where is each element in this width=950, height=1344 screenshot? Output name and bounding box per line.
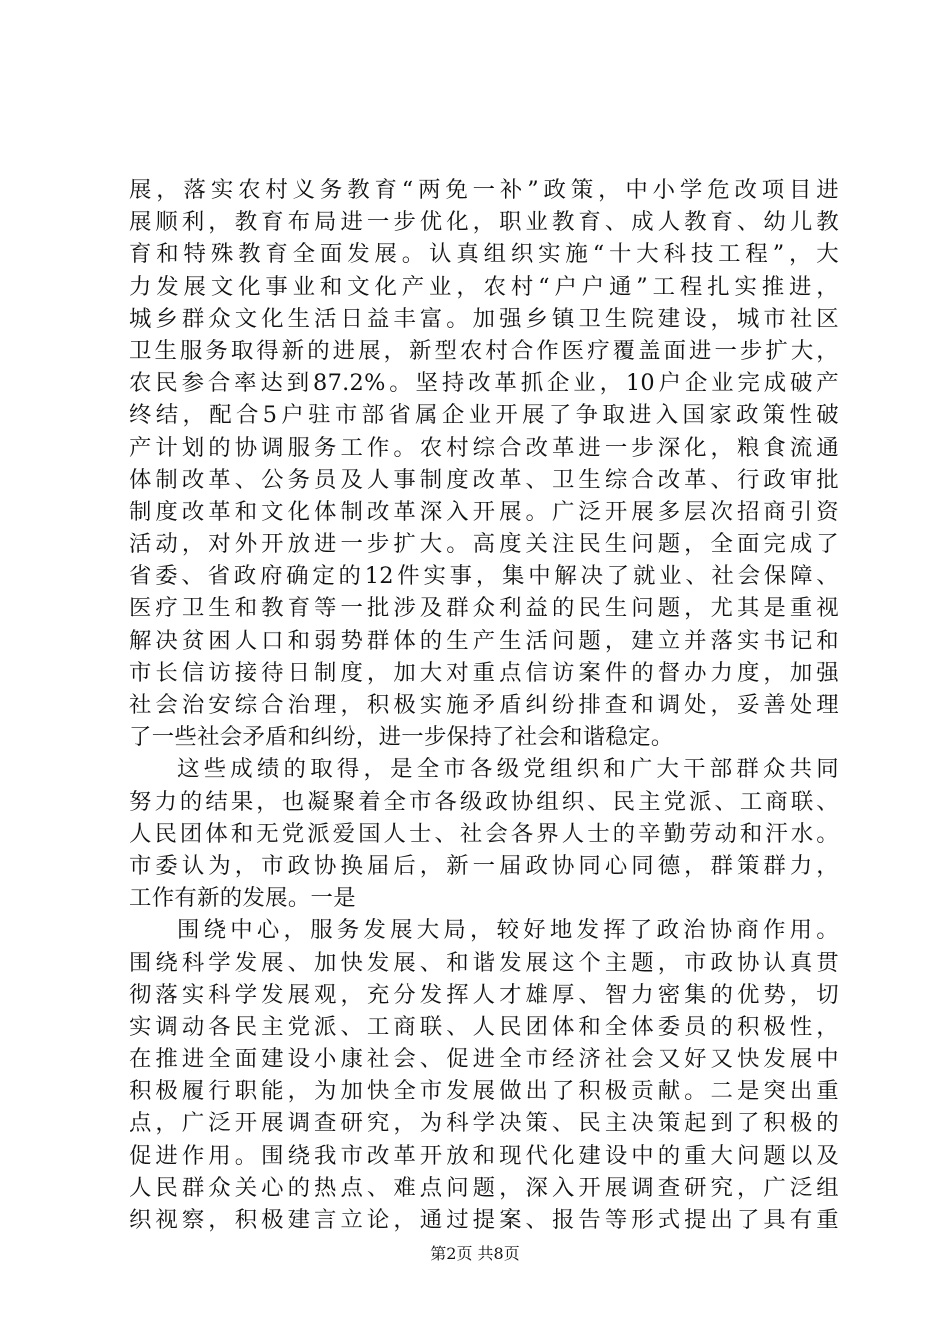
- text-line: 这些成绩的取得，是全市各级党组织和广大干部群众共同: [177, 756, 839, 783]
- text-line: 活动，对外开放进一步扩大。高度关注民生问题，全面完成了: [129, 531, 839, 558]
- text-line: 围绕科学发展、加快发展、和谐发展这个主题，市政协认真贯: [129, 949, 839, 976]
- text-line: 卫生服务取得新的进展，新型农村合作医疗覆盖面进一步扩大，: [129, 337, 839, 364]
- text-line: 点，广泛开展调查研究，为科学决策、民主决策起到了积极的: [129, 1110, 839, 1137]
- text-line: 农民参合率达到87.2%。坚持改革抓企业，10户企业完成破产: [129, 370, 839, 397]
- text-line: 体制改革、公务员及人事制度改革、卫生综合改革、行政审批: [129, 466, 839, 493]
- text-line: 织视察，积极建言立论，通过提案、报告等形式提出了具有重: [129, 1207, 839, 1233]
- text-line: 城乡群众文化生活日益丰富。加强乡镇卫生院建设，城市社区: [129, 305, 839, 332]
- text-line: 制度改革和文化体制改革深入开展。广泛开展多层次招商引资: [129, 498, 839, 525]
- text-line: 人民团体和无党派爱国人士、社会各界人士的辛勤劳动和汗水。: [129, 820, 839, 847]
- text-line: 积极履行职能，为加快全市发展做出了积极贡献。二是突出重: [129, 1078, 839, 1105]
- page-footer: [0, 1242, 950, 1266]
- text-line: 医疗卫生和教育等一批涉及群众利益的民生问题，尤其是重视: [129, 595, 839, 622]
- text-line: 围绕中心，服务发展大局，较好地发挥了政治协商作用。: [177, 917, 839, 944]
- text-line: 解决贫困人口和弱势群体的生产生活问题，建立并落实书记和: [129, 627, 839, 654]
- text-line: 市委认为，市政协换届后，新一届政协同心同德，群策群力，: [129, 852, 839, 879]
- text-line: 育和特殊教育全面发展。认真组织实施“十大科技工程”，大: [129, 241, 839, 268]
- text-line: 社会治安综合治理，积极实施矛盾纠纷排查和调处，妥善处理: [129, 692, 839, 718]
- text-line: 实调动各民主党派、工商联、人民团体和全体委员的积极性，: [129, 1013, 839, 1040]
- body-text: [129, 174, 839, 1236]
- text-line: 彻落实科学发展观，充分发挥人才雄厚、智力密集的优势，切: [129, 981, 839, 1008]
- page-number: 第2页 共8页: [430, 1244, 520, 1263]
- text-line: 人民群众关心的热点、难点问题，深入开展调查研究，广泛组: [129, 1174, 839, 1201]
- text-line: 展，落实农村义务教育“两免一补”政策，中小学危改项目进: [129, 177, 839, 203]
- text-line: 市长信访接待日制度，加大对重点信访案件的督办力度，加强: [129, 659, 839, 686]
- text-line: 力发展文化事业和文化产业，农村“户户通”工程扎实推进，: [129, 273, 839, 300]
- text-line: 终结，配合5户驻市部省属企业开展了争取进入国家政策性破: [129, 402, 839, 429]
- text-line: 省委、省政府确定的12件实事，集中解决了就业、社会保障、: [129, 563, 839, 590]
- text-line: 工作有新的发展。一是: [129, 885, 356, 912]
- text-line: 了一些社会矛盾和纠纷，进一步保持了社会和谐稳定。: [129, 724, 674, 751]
- text-line: 产计划的协调服务工作。农村综合改革进一步深化，粮食流通: [129, 434, 839, 461]
- text-line: 努力的结果，也凝聚着全市各级政协组织、民主党派、工商联、: [129, 788, 839, 815]
- text-line: 在推进全面建设小康社会、促进全市经济社会又好又快发展中: [129, 1046, 839, 1073]
- text-line: 促进作用。围绕我市改革开放和现代化建设中的重大问题以及: [129, 1142, 839, 1169]
- text-line: 展顺利，教育布局进一步优化，职业教育、成人教育、幼儿教: [129, 209, 839, 236]
